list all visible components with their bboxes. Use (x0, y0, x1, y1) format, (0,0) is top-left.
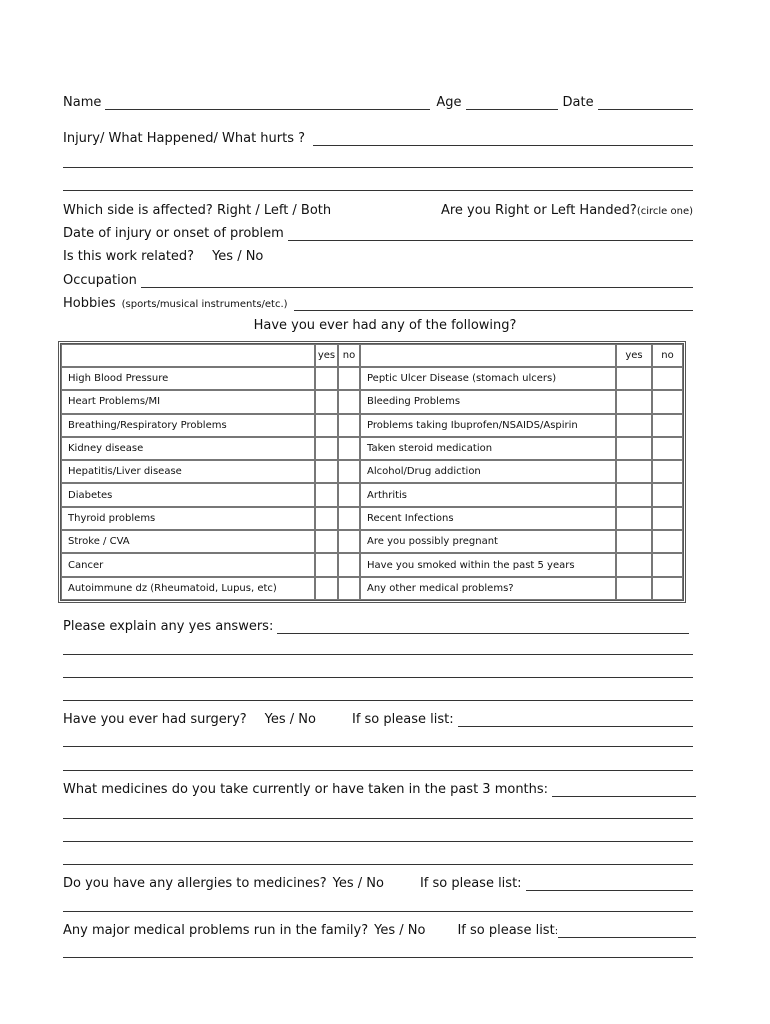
onset-label: Date of injury or onset of problem (63, 226, 284, 241)
no-header: no (338, 344, 360, 367)
yes-checkbox[interactable] (315, 553, 338, 576)
family-line-2[interactable] (63, 957, 693, 958)
age-label: Age (436, 95, 462, 110)
occupation-label: Occupation (63, 273, 137, 288)
medicines-line-3[interactable] (63, 841, 693, 842)
no-checkbox[interactable] (652, 460, 683, 483)
table-row (61, 414, 683, 437)
age-field[interactable] (466, 95, 558, 110)
family-list-label: If so please list (457, 923, 555, 938)
side-row (63, 198, 693, 218)
family-label: Any major medical problems run in the family? (63, 923, 369, 938)
no-checkbox[interactable] (652, 483, 683, 506)
allergies-list-label: If so please list: (419, 876, 522, 891)
explain-line-2[interactable] (63, 654, 693, 655)
no-checkbox[interactable] (338, 460, 360, 483)
yes-checkbox[interactable] (315, 414, 338, 437)
no-checkbox[interactable] (652, 414, 683, 437)
condition-label: Kidney disease (61, 437, 315, 460)
table-row (61, 483, 683, 506)
no-checkbox[interactable] (652, 553, 683, 576)
work-options[interactable]: Yes / No (212, 249, 264, 264)
yes-checkbox[interactable] (315, 507, 338, 530)
handed-note: (circle one) (636, 206, 693, 217)
no-header: no (652, 344, 683, 367)
side-label: Which side is affected? Right / Left / Both (63, 203, 332, 218)
condition-label: Taken steroid medication (360, 437, 616, 460)
no-checkbox[interactable] (652, 577, 683, 600)
condition-label: Recent Infections (360, 507, 616, 530)
yes-checkbox[interactable] (616, 530, 652, 553)
hobbies-note: (sports/musical instruments/etc.) (121, 299, 288, 310)
no-checkbox[interactable] (338, 553, 360, 576)
name-field[interactable] (105, 95, 430, 110)
family-row: Any major medical problems run in the family? Yes / No If so please list : (63, 918, 696, 938)
condition-label: Bleeding Problems (360, 390, 616, 413)
injury-row (63, 126, 693, 146)
yes-checkbox[interactable] (616, 414, 652, 437)
explain-row (63, 614, 693, 634)
no-checkbox[interactable] (338, 414, 360, 437)
surgery-line-2[interactable] (63, 746, 693, 747)
condition-label: Autoimmune dz (Rheumatoid, Lupus, etc) (61, 577, 315, 600)
yes-checkbox[interactable] (616, 367, 652, 390)
work-row (63, 244, 693, 264)
table-row (61, 367, 683, 390)
medicines-field[interactable] (552, 782, 696, 797)
allergies-options[interactable]: Yes / No (332, 876, 384, 891)
surgery-list-label: If so please list: (351, 712, 454, 727)
no-checkbox[interactable] (652, 507, 683, 530)
handed-label: Are you Right or Left Handed? (440, 203, 637, 218)
surgery-field[interactable] (458, 712, 693, 727)
no-checkbox[interactable] (338, 507, 360, 530)
condition-label: Breathing/Respiratory Problems (61, 414, 315, 437)
injury-label: Injury/ What Happened/ What hurts ? (63, 131, 306, 146)
history-title: Have you ever had any of the following? (253, 318, 517, 333)
hobbies-row (63, 291, 693, 311)
table-header-row (61, 344, 683, 367)
surgery-row (63, 707, 693, 727)
surgery-label: Have you ever had surgery? (63, 712, 247, 727)
table-row (61, 530, 683, 553)
no-checkbox[interactable] (338, 367, 360, 390)
no-checkbox[interactable] (652, 437, 683, 460)
condition-label: Thyroid problems (61, 507, 315, 530)
hobbies-label: Hobbies (63, 296, 116, 311)
family-options[interactable]: Yes / No (374, 923, 426, 938)
condition-label: Alcohol/Drug addiction (360, 460, 616, 483)
medicines-line-2[interactable] (63, 818, 693, 819)
surgery-line-3[interactable] (63, 770, 693, 771)
explain-line-4[interactable] (63, 700, 693, 701)
no-checkbox[interactable] (652, 390, 683, 413)
yes-checkbox[interactable] (616, 460, 652, 483)
no-checkbox[interactable] (338, 577, 360, 600)
explain-line-3[interactable] (63, 677, 693, 678)
allergies-line-2[interactable] (63, 911, 693, 912)
condition-label: Hepatitis/Liver disease (61, 460, 315, 483)
yes-checkbox[interactable] (616, 577, 652, 600)
yes-checkbox[interactable] (315, 437, 338, 460)
yes-checkbox[interactable] (315, 367, 338, 390)
injury-line-3[interactable] (63, 190, 693, 191)
injury-line-2[interactable] (63, 167, 693, 168)
yes-checkbox[interactable] (315, 460, 338, 483)
table-header-blank (61, 344, 315, 367)
explain-label: Please explain any yes answers: (63, 619, 274, 634)
name-row (63, 90, 693, 110)
condition-label: Have you smoked within the past 5 years (360, 553, 616, 576)
yes-checkbox[interactable] (616, 483, 652, 506)
yes-checkbox[interactable] (315, 530, 338, 553)
medical-history-table (58, 341, 686, 603)
no-checkbox[interactable] (338, 483, 360, 506)
condition-label: Are you possibly pregnant (360, 530, 616, 553)
allergies-label: Do you have any allergies to medicines? (63, 876, 327, 891)
yes-checkbox[interactable] (315, 577, 338, 600)
condition-label: Heart Problems/MI (61, 390, 315, 413)
table-row (61, 507, 683, 530)
no-checkbox[interactable] (338, 530, 360, 553)
condition-label: Problems taking Ibuprofen/NSAIDS/Aspirin (360, 414, 616, 437)
table-row (61, 577, 683, 600)
date-field[interactable] (598, 95, 693, 110)
occupation-field[interactable] (141, 273, 693, 288)
condition-label: Diabetes (61, 483, 315, 506)
condition-label: Any other medical problems? (360, 577, 616, 600)
allergies-field[interactable] (526, 876, 693, 891)
table-row (61, 390, 683, 413)
yes-checkbox[interactable] (315, 390, 338, 413)
surgery-options[interactable]: Yes / No (264, 712, 316, 727)
condition-label: Peptic Ulcer Disease (stomach ulcers) (360, 367, 616, 390)
family-field[interactable] (558, 923, 696, 938)
work-label: Is this work related? (63, 249, 195, 264)
no-checkbox[interactable] (338, 390, 360, 413)
no-checkbox[interactable] (652, 367, 683, 390)
yes-header: yes (616, 344, 652, 367)
condition-label: High Blood Pressure (61, 367, 315, 390)
occupation-row (63, 268, 693, 288)
yes-checkbox[interactable] (616, 390, 652, 413)
condition-label: Arthritis (360, 483, 616, 506)
yes-header: yes (315, 344, 338, 367)
table-row (61, 553, 683, 576)
explain-field[interactable] (277, 619, 689, 634)
injury-field[interactable] (313, 131, 693, 146)
no-checkbox[interactable] (652, 530, 683, 553)
hobbies-field[interactable] (294, 296, 693, 311)
medicines-row (63, 777, 696, 797)
yes-checkbox[interactable] (616, 437, 652, 460)
yes-checkbox[interactable] (616, 553, 652, 576)
table-header-blank (360, 344, 616, 367)
medicines-label: What medicines do you take currently or have taken in the past 3 months: (63, 782, 549, 797)
table-row (61, 437, 683, 460)
yes-checkbox[interactable] (315, 483, 338, 506)
yes-checkbox[interactable] (616, 507, 652, 530)
no-checkbox[interactable] (338, 437, 360, 460)
condition-label: Cancer (61, 553, 315, 576)
date-label: Date (562, 95, 594, 110)
condition-label: Stroke / CVA (61, 530, 315, 553)
allergies-row (63, 871, 693, 891)
name-label: Name (63, 95, 102, 110)
onset-field[interactable] (288, 226, 693, 241)
onset-row (63, 221, 693, 241)
medicines-line-4[interactable] (63, 864, 693, 865)
table-row (61, 460, 683, 483)
